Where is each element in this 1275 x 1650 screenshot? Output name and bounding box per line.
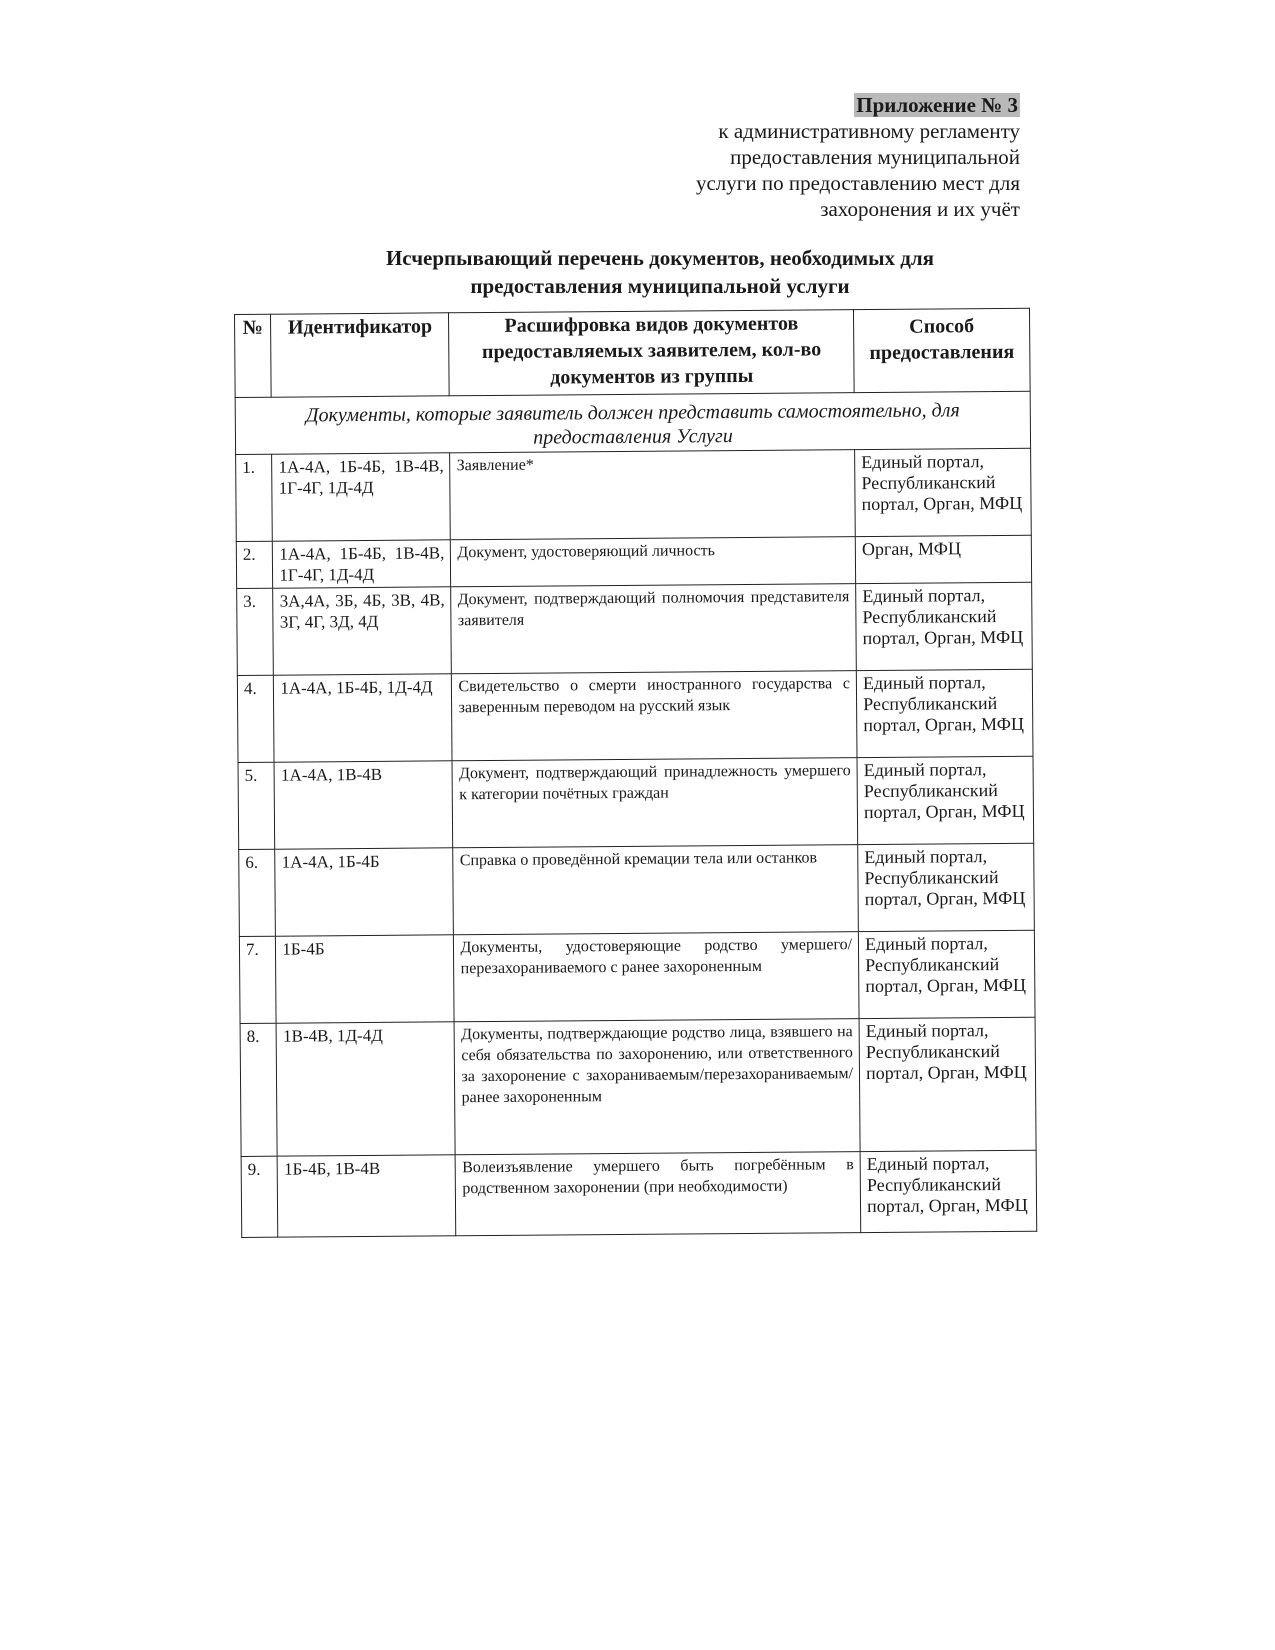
row-num: 9. (241, 1156, 278, 1237)
row-num: 8. (240, 1023, 277, 1156)
table-section-row (235, 391, 1030, 454)
row-description: Документ, удостоверяющий личность (451, 537, 856, 587)
row-num: 1. (236, 454, 273, 541)
row-num: 2. (236, 541, 273, 588)
row-num: 5. (238, 762, 275, 849)
row-method: Единый портал, Республиканский портал, Орган, МФЦ (857, 756, 1034, 844)
row-method: Единый портал, Республиканский портал, Орган, МФЦ (858, 843, 1035, 931)
row-identifier: 1Б-4Б, 1В-4В (278, 1155, 457, 1237)
row-description: Справка о проведённой кремации тела или останков (453, 845, 858, 935)
table-row (240, 1017, 1036, 1156)
document-title (300, 244, 1020, 300)
row-description: Документ, подтверждающий принадлежность умершего к категории почётных граждан (453, 758, 858, 848)
row-num: 3. (237, 588, 274, 675)
appendix-line-1: к административному регламенту (718, 119, 1020, 143)
appendix-line-4: захоронения и их учёт (820, 197, 1020, 221)
row-num: 6. (239, 849, 276, 936)
table-row (236, 535, 1031, 588)
row-identifier: 3А,4А, 3Б, 4Б, 3В, 4В, 3Г, 4Г, 3Д, 4Д (273, 587, 452, 675)
table-row (236, 448, 1032, 541)
appendix-line-2: предоставления муниципальной (730, 145, 1020, 169)
row-identifier: 1А-4А, 1В-4В (274, 761, 453, 849)
appendix-header (696, 92, 1020, 222)
row-method: Единый портал, Республиканский портал, Орган, МФЦ (859, 1017, 1036, 1151)
appendix-title: Приложение № 3 (856, 93, 1018, 117)
row-method: Единый портал, Республиканский портал, Орган, МФЦ (858, 930, 1035, 1018)
section-label: Документы, которые заявитель должен представить самостоятельно, для предоставления Услуги (235, 391, 1030, 454)
document-title-line-2: предоставления муниципальной услуги (470, 274, 850, 298)
row-identifier: 1А-4А, 1Б-4Б, 1В-4В, 1Г-4Г, 1Д-4Д (273, 540, 451, 588)
table-row (239, 843, 1035, 936)
table-header-row (235, 308, 1031, 397)
row-description: Свидетельство о смерти иностранного государства с заверенным переводом на русский язык (452, 671, 857, 761)
appendix-line-3: услуги по предоставлению мест для (695, 171, 1020, 195)
table-row (237, 582, 1033, 675)
row-method: Единый портал, Республиканский портал, Орган, МФЦ (856, 582, 1033, 670)
row-identifier: 1Б-4Б (276, 935, 455, 1023)
row-method: Орган, МФЦ (855, 535, 1031, 583)
row-num: 7. (239, 936, 276, 1023)
row-identifier: 1В-4В, 1Д-4Д (276, 1022, 455, 1156)
row-identifier: 1А-4А, 1Б-4Б (275, 848, 454, 936)
header-description: Расшифровка видов документов предоставляемых заявителем, кол-во документов из группы (449, 310, 854, 396)
table-row (241, 1150, 1037, 1237)
row-num: 4. (237, 675, 274, 762)
row-description: Документы, удостоверяющие родство умершего/перезахораниваемого с ранее захороненным (454, 932, 859, 1022)
table-row (237, 669, 1033, 762)
row-identifier: 1А-4А, 1Б-4Б, 1Д-4Д (274, 674, 453, 762)
row-identifier: 1А-4А, 1Б-4Б, 1В-4В, 1Г-4Г, 1Д-4Д (272, 453, 451, 541)
row-description: Документы, подтверждающие родство лица, взявшего на себя обязательства по захоронению, или ответственного за захоронение с захораниваемым/перезахораниваемым/ранее захороненным (455, 1019, 861, 1155)
header-method: Способ предоставления (854, 308, 1031, 392)
row-description: Заявление* (450, 450, 855, 540)
table-row (238, 756, 1034, 849)
row-method: Единый портал, Республиканский портал, Орган, МФЦ (855, 448, 1032, 536)
document-title-line-1: Исчерпывающий перечень документов, необходимых для (385, 246, 935, 270)
row-method: Единый портал, Республиканский портал, Орган, МФЦ (860, 1150, 1037, 1232)
table-row (239, 930, 1035, 1023)
row-method: Единый портал, Республиканский портал, Орган, МФЦ (856, 669, 1033, 757)
header-num: № (235, 314, 272, 397)
row-description: Документ, подтверждающий полномочия представителя заявителя (451, 584, 856, 674)
row-description: Волеизъявление умершего быть погребённым в родственном захоронении (при необходимости) (456, 1152, 861, 1236)
documents-table (234, 308, 1037, 1238)
header-identifier: Идентификатор (271, 313, 450, 397)
